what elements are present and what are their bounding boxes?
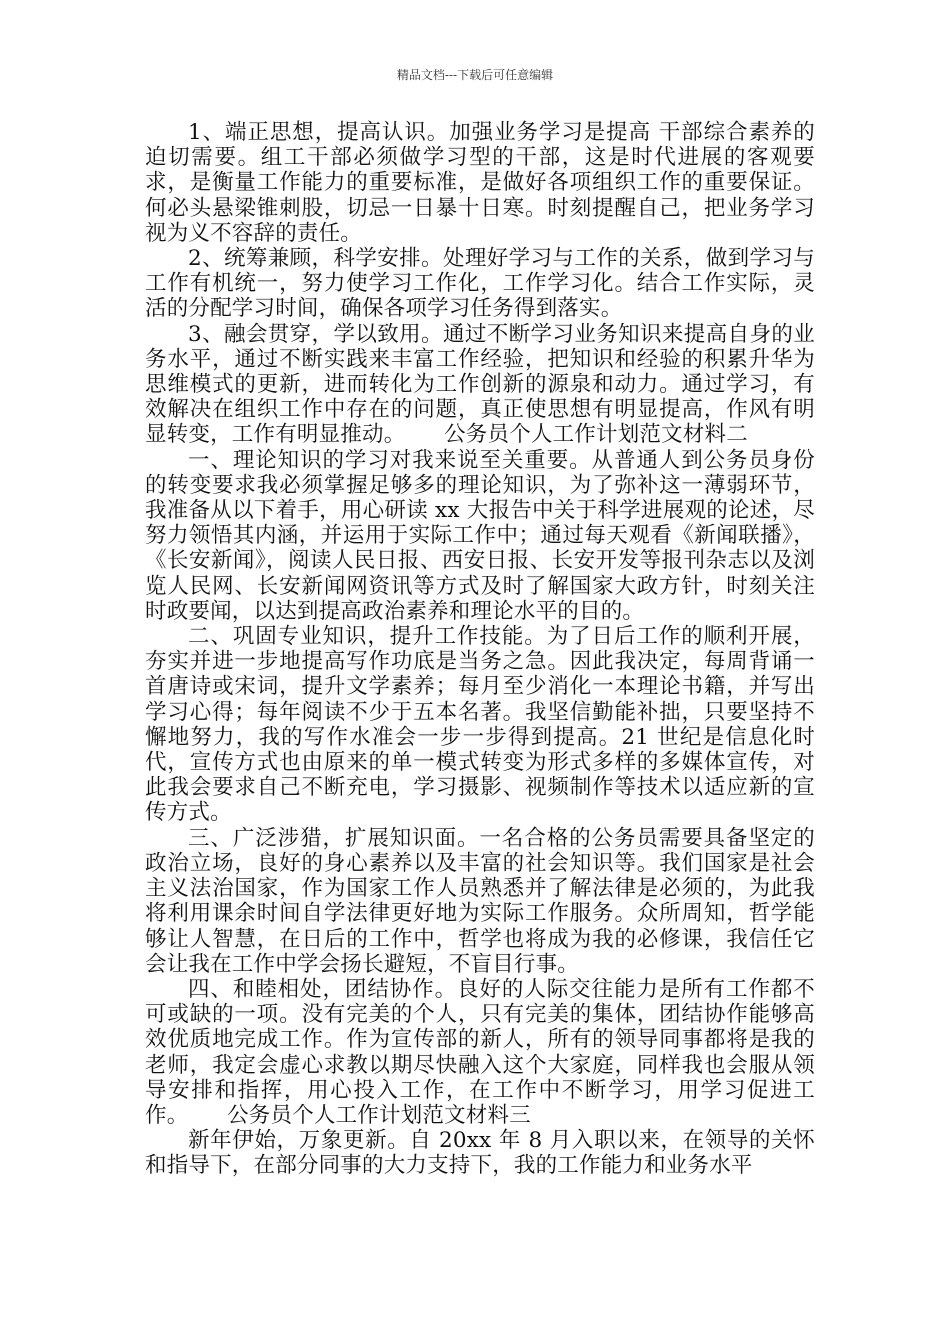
paragraph-text: 二、巩固专业知识，提升工作技能。为了日后工作的顺利开展，夯实并进一步地提高写作功底是当务之急。因此我决定，每周背诵一首唐诗或宋词，提升文学素养；每月至少消化一本理论书籍，并写出学习心得；每年阅读不少于五本名著。我坚信勤能补拙，只要坚持不懈地努力，我的写作水准会一步一步得到提高。21 世纪是信息化时代，宣传方式也由原来的单一模式转变为形式多样的多媒体宣传，对此我会要求自己不断充电，学习摄影、视频制作等技术以适应新的宣传方式。 <box>145 624 815 826</box>
section-title-inline: 公务员个人工作计划范文材料二 <box>444 422 748 448</box>
paragraph-text: 四、和睦相处，团结协作。良好的人际交往能力是所有工作都不可或缺的一项。没有完美的个人，只有完美的集体，团结协作能够高效优质地完成工作。作为宣传部的新人，所有的领导同事都将是我的老师，我定会虚心求教以期尽快融入这个大家庭，同样我也会服从领导安排和指挥，用心投入工作，在工作中不断学习，用学习促进工作。 <box>145 976 815 1128</box>
paragraph-8 <box>145 1128 815 1178</box>
paragraph-text: 2、统筹兼顾，科学安排。处理好学习与工作的关系，做到学习与工作有机统一，努力使学习工作化，工作学习化。结合工作实际，灵活的分配学习时间，确保各项学习任务得到落实。 <box>145 246 815 322</box>
paragraph-4 <box>145 448 815 624</box>
paragraph-7 <box>145 977 815 1128</box>
paragraph-5 <box>145 624 815 826</box>
paragraph-2 <box>145 246 815 322</box>
paragraph-1 <box>145 120 815 246</box>
paragraph-3 <box>145 322 815 448</box>
paragraph-text: 三、广泛涉猎，扩展知识面。一名合格的公务员需要具备坚定的政治立场，良好的身心素养以及丰富的社会知识等。我们国家是社会主义法治国家，作为国家工作人员熟悉并了解法律是必须的，为此我将利用课余时间自学法律更好地为实际工作服务。众所周知，哲学能够让人智慧，在日后的工作中，哲学也将成为我的必修课，我信任它会让我在工作中学会扬长避短，不盲目行事。 <box>145 825 815 977</box>
page-header: 精品文档---下载后可任意编辑 <box>396 68 554 82</box>
paragraph-text: 1、端正思想，提高认识。加强业务学习是提高 干部综合素养的迫切需要。组工干部必须做学习型的干部，这是时代进展的客观要求，是衡量工作能力的重要标准，是做好各项组织工作的重要保证。何必头悬梁锥刺股，切忌一日暴十日寒。时刻提醒自己，把业务学习视为义不容辞的责任。 <box>145 120 815 246</box>
paragraph-6 <box>145 826 815 977</box>
section-title-inline: 公务员个人工作计划范文材料三 <box>227 1102 531 1128</box>
document-body <box>145 120 815 1179</box>
paragraph-text: 3、融会贯穿，学以致用。通过不断学习业务知识来提高自身的业务水平，通过不断实践来丰富工作经验，把知识和经验的积累升华为思维模式的更新，进而转化为工作创新的源泉和动力。通过学习，有效解决在组织工作中存在的问题，真正使思想有明显提高，作风有明显转变，工作有明显推动。 <box>145 321 815 448</box>
paragraph-text: 新年伊始，万象更新。自 20xx 年 8 月入职以来，在领导的关怀和指导下，在部分同事的大力支持下，我的工作能力和业务水平 <box>145 1128 815 1179</box>
paragraph-text: 一、理论知识的学习对我来说至关重要。从普通人到公务员身份的转变要求我必须掌握足够多的理论知识，为了弥补这一薄弱环节，我准备从以下着手，用心研读 xx 大报告中关于科学进展观的论述，尽努力领悟其内涵，并运用于实际工作中；通过每天观看《新闻联播》，《长安新闻》，阅读人民日报、西安日报、长安开发等报刊杂志以及浏览人民网、长安新闻网资讯等方式及时了解国家大政方针，时刻关注时政要闻，以达到提高政治素养和理论水平的目的。 <box>145 447 815 624</box>
